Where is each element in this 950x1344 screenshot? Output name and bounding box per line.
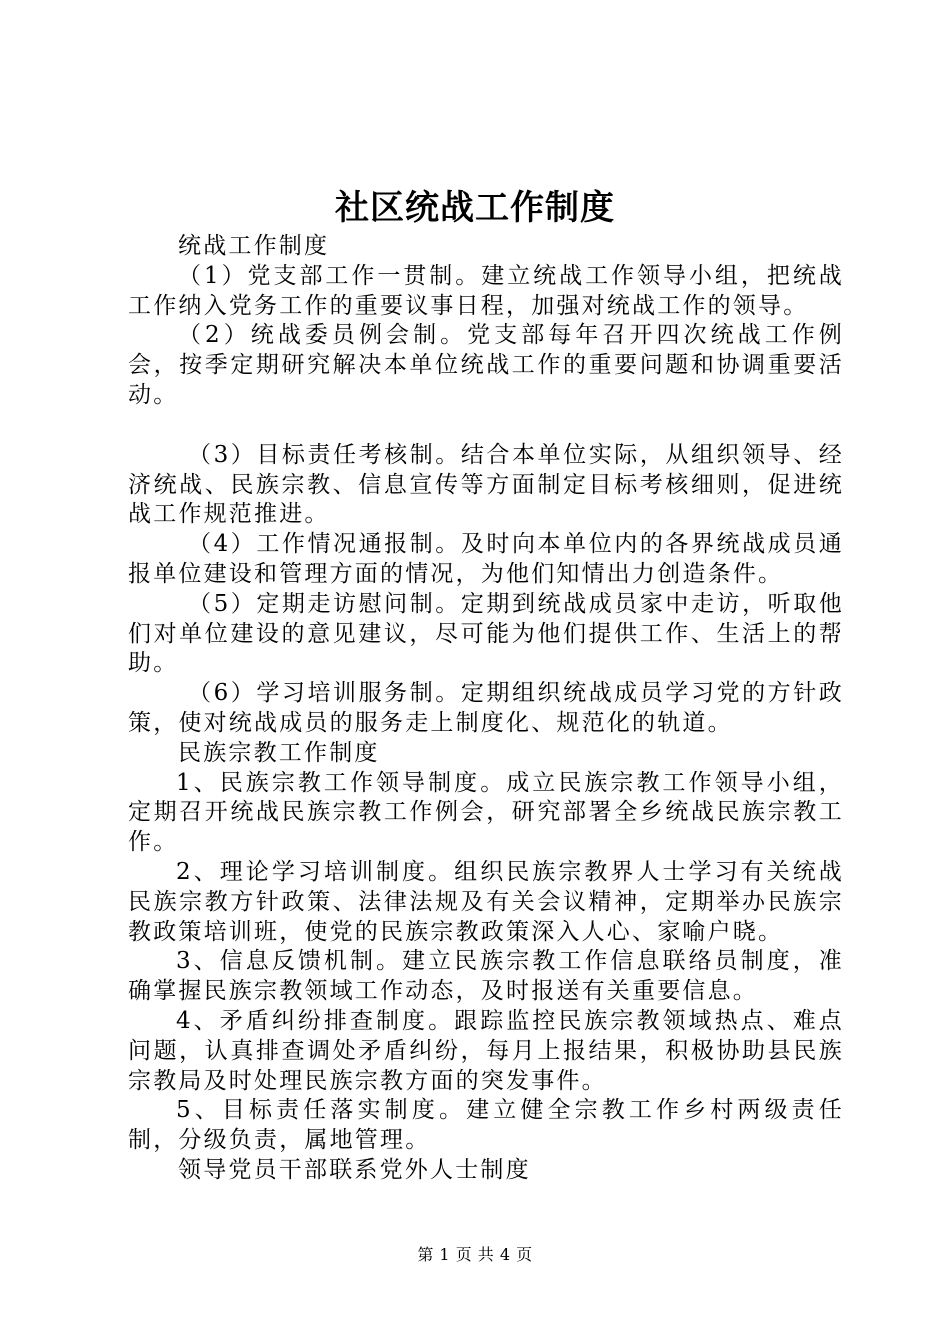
paragraph-ethnic-4: 4、矛盾纠纷排查制度。跟踪监控民族宗教领域热点、难点问题，认真排查调处矛盾纠纷，每月上报结果，积极协助县民族宗教局及时处理民族宗教方面的突发事件。 xyxy=(128,1007,844,1094)
paragraph-ethnic-3: 3、信息反馈机制。建立民族宗教工作信息联络员制度，准确掌握民族宗教领域工作动态，及时报送有关重要信息。 xyxy=(128,948,844,1005)
paragraph-item-1: （1）党支部工作一贯制。建立统战工作领导小组，把统战工作纳入党务工作的重要议事日程，加强对统战工作的领导。 xyxy=(128,262,844,319)
paragraph-item-2: （2）统战委员例会制。党支部每年召开四次统战工作例会，按季定期研究解决本单位统战工作的重要问题和协调重要活动。 xyxy=(128,322,844,408)
section-heading-united-front: 统战工作制度 xyxy=(178,233,330,259)
section-heading-leaders-contact: 领导党员干部联系党外人士制度 xyxy=(178,1156,531,1183)
paragraph-item-4: （4）工作情况通报制。及时向本单位内的各界统战成员通报单位建设和管理方面的情况，为他们知情出力创造条件。 xyxy=(128,531,844,587)
page-number-footer: 第 1 页 共 4 页 xyxy=(417,1245,533,1264)
document-title: 社区统战工作制度 xyxy=(335,188,615,228)
paragraph-ethnic-5: 5、目标责任落实制度。建立健全宗教工作乡村两级责任制，分级负责，属地管理。 xyxy=(128,1097,844,1154)
paragraph-item-3: （3）目标责任考核制。结合本单位实际，从组织领导、经济统战、民族宗教、信息宣传等方面制定目标考核细则，促进统战工作规范推进。 xyxy=(128,441,844,528)
paragraph-item-6: （6）学习培训服务制。定期组织统战成员学习党的方针政策，使对统战成员的服务走上制度化、规范化的轨道。 xyxy=(128,680,844,736)
section-heading-ethnic-religious: 民族宗教工作制度 xyxy=(178,739,380,766)
paragraph-ethnic-1: 1、民族宗教工作领导制度。成立民族宗教工作领导小组，定期召开统战民族宗教工作例会，研究部署全乡统战民族宗教工作。 xyxy=(128,769,844,856)
paragraph-item-5: （5）定期走访慰问制。定期到统战成员家中走访，听取他们对单位建设的意见建议，尽可能为他们提供工作、生活上的帮助。 xyxy=(128,590,844,677)
paragraph-ethnic-2: 2、理论学习培训制度。组织民族宗教界人士学习有关统战民族宗教方针政策、法律法规及有关会议精神，定期举办民族宗教政策培训班，使党的民族宗教政策深入人心、家喻户晓。 xyxy=(128,858,844,945)
document-body xyxy=(128,232,844,1186)
